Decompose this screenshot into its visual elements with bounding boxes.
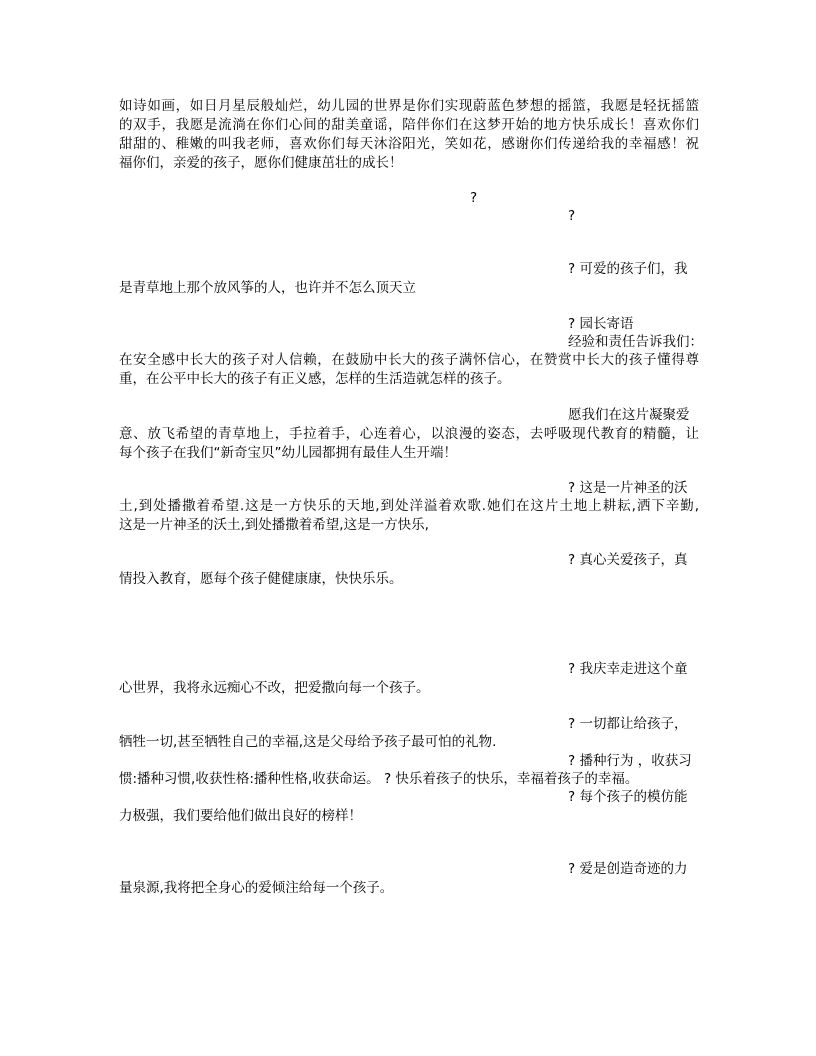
text-line: 意、放飞希望的青草地上，手拉着手，心连着心，以浪漫的姿态，去呼吸现代教育的精髓，让	[119, 426, 699, 442]
text-line: 力极强，我们要给他们做出良好的榜样！	[119, 808, 362, 824]
text-line: 的双手，我愿是流淌在你们心间的甜美童谣，陪伴你们在这梦开始的地方快乐成长！喜欢你们	[119, 117, 699, 133]
text-line: 在安全感中长大的孩子对人信赖，在鼓励中长大的孩子满怀信心，在赞赏中长大的孩子懂得尊	[119, 352, 699, 368]
text-line: 心世界，我将永远痴心不改，把爱撒向每一个孩子。	[119, 680, 430, 696]
placeholder-glyph: ?	[470, 190, 478, 206]
text-line: 量泉源,我将把全身心的爱倾注给每一个孩子。	[119, 880, 394, 896]
text-line: 土,到处播撒着希望.这是一方快乐的天地,到处洋溢着欢歌.她们在这片土地上耕耘,洒下辛勤,	[119, 498, 699, 514]
text-line: ? 爱是创造奇迹的力	[568, 861, 688, 877]
text-line: ? 可爱的孩子们，我	[568, 261, 688, 277]
text-line: ? 每个孩子的模仿能	[568, 789, 688, 805]
text-line: ? 真心关爱孩子，真	[568, 552, 688, 568]
text-line: ? 这是一片神圣的沃	[568, 480, 688, 496]
text-line: 惯:播种习惯,收获性格:播种性格,收获命运。 ? 快乐着孩子的快乐，幸福着孩子的幸福。	[119, 771, 639, 787]
placeholder-glyph: ?	[568, 208, 576, 224]
text-line: ? 一切都让给孩子，	[568, 716, 688, 732]
text-line: ? 我庆幸走进这个童	[568, 661, 688, 677]
text-line: 经验和责任告诉我们：	[568, 334, 703, 350]
text-line: 愿我们在这片凝聚爱	[568, 407, 690, 423]
text-line: 福你们，亲爱的孩子，愿你们健康茁壮的成长！	[119, 155, 403, 171]
text-line: 每个孩子在我们“新奇宝贝”幼儿园都拥有最佳人生开端！	[119, 445, 457, 461]
text-line: 甜甜的、稚嫩的叫我老师，喜欢你们每天沐浴阳光，笑如花，感谢你们传递给我的幸福感！祝	[119, 136, 699, 152]
text-line: 是青草地上那个放风筝的人，也许并不怎么顶天立	[119, 280, 416, 296]
text-line: 牺牲一切,甚至牺牲自己的幸福,这是父母给予孩子最可怕的礼物.	[119, 734, 497, 750]
section-heading: ? 园长寄语	[568, 316, 634, 332]
text-line: 这是一片神圣的沃土,到处播撒着希望,这是一方快乐,	[119, 517, 429, 533]
text-line: 如诗如画，如日月星辰般灿烂，幼儿园的世界是你们实现蔚蓝色梦想的摇篮，我愿是轻抚摇篮	[119, 98, 699, 114]
text-line: 重，在公平中长大的孩子有正义感，怎样的生活造就怎样的孩子。	[119, 371, 511, 387]
text-line: 情投入教育，愿每个孩子健健康康，快快乐乐。	[119, 571, 403, 587]
text-line: ? 播种行为 ，收获习	[568, 753, 692, 769]
